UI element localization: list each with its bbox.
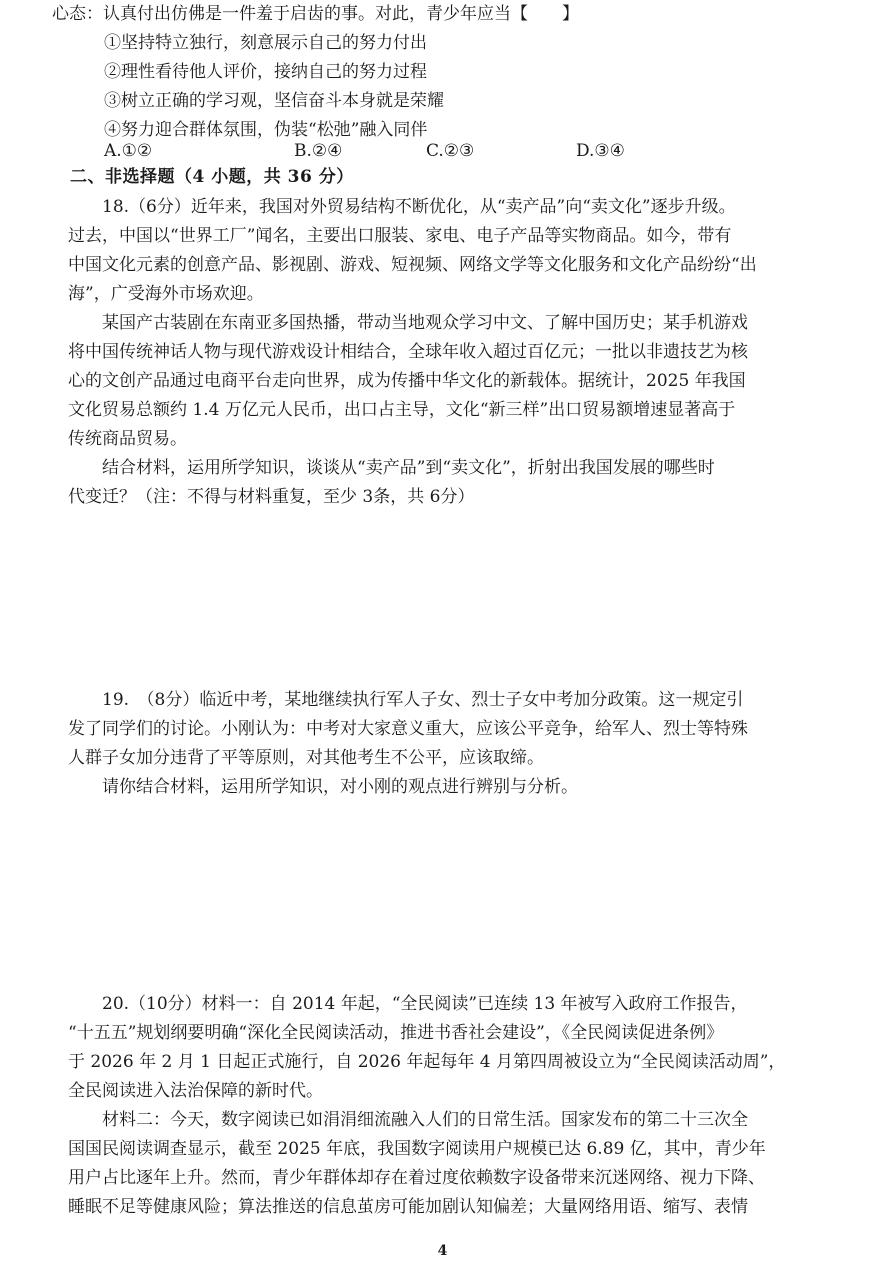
q20-line: 用户占比逐年上升。然而，青少年群体却存在着过度依赖数字设备带来沉迷网络、视力下降、 (68, 1168, 765, 1188)
q19-line: 人群子女加分违背了平等原则，对其他考生不公平，应该取缔。 (68, 748, 544, 768)
q18-line: 文化贸易总额约 1.4 万亿元人民币，出口占主导，文化“新三样”出口贸易额增速显著高于 (68, 400, 736, 420)
q18-line: 心的文创产品通过电商平台走向世界，成为传播中华文化的新载体。据统计，2025 年我国 (68, 371, 746, 391)
q20-line: “十五五”规划纲要明确“深化全民阅读活动，推进书香社会建设”，《全民阅读促进条例》 (68, 1023, 724, 1043)
q17-option-1: ①坚持特立独行，刻意展示自己的努力付出 (104, 33, 427, 53)
q20-line: 全民阅读进入法治保障的新时代。 (68, 1081, 323, 1101)
q17-option-2: ②理性看待他人评价，接纳自己的努力过程 (104, 62, 427, 82)
q18-line: 传统商品贸易。 (68, 429, 187, 449)
q20-line: 材料二：今天，数字阅读已如涓涓细流融入人们的日常生活。国家发布的第二十三次全 (102, 1110, 748, 1130)
q17-choices (104, 137, 664, 166)
q18-block (68, 193, 820, 512)
q19-line: 发了同学们的讨论。小刚认为：中考对大家意义重大，应该公平竞争，给军人、烈士等特殊 (68, 719, 748, 739)
q18-line: 某国产古装剧在东南亚多国热播，带动当地观众学习中文、了解中国历史；某手机游戏 (102, 313, 748, 333)
q17-choice-b: B.②④ (294, 141, 343, 161)
q19-line: 19. （8分）临近中考，某地继续执行军人子女、烈士子女中考加分政策。这一规定引 (102, 690, 744, 710)
q20-block (68, 990, 820, 1222)
q18-line: 海”，广受海外市场欢迎。 (68, 284, 264, 304)
q17-option-4: ④努力迎合群体氛围，伪装“松弛”融入同伴 (104, 120, 428, 140)
q19-block (68, 686, 820, 802)
q18-line: 18.（6分）近年来，我国对外贸易结构不断优化，从“卖产品”向“卖文化”逐步升级。 (102, 197, 736, 217)
q20-line: 睡眠不足等健康风险；算法推送的信息茧房可能加剧认知偏差；大量网络用语、缩写、表情 (68, 1197, 748, 1217)
q18-line: 中国文化元素的创意产品、影视剧、游戏、短视频、网络文学等文化服务和文化产品纷纷“出 (68, 255, 757, 275)
q18-line: 过去，中国以“世界工厂”闻名，主要出口服装、家电、电子产品等实物商品。如今，带有 (68, 226, 732, 246)
section-heading: 二、非选择题（4 小题，共 36 分） (70, 167, 354, 187)
q19-question-line: 请你结合材料，运用所学知识，对小刚的观点进行辨别与分析。 (102, 777, 578, 797)
q20-line: 20.（10分）材料一：自 2014 年起，“全民阅读”已连续 13 年被写入政府工作报告， (102, 994, 748, 1014)
q18-question-line: 代变迁？（注：不得与材料重复，至少 3条，共 6分） (68, 487, 475, 507)
q20-line: 于 2026 年 2 月 1 日起正式施行，自 2026 年起每年 4 月第四周被设立为“全民阅读活动周”， (68, 1052, 786, 1072)
q18-line: 将中国传统神话人物与现代游戏设计相结合，全球年收入超过百亿元；一批以非遗技艺为核 (68, 342, 748, 362)
q17-stem-tail: 心态：认真付出仿佛是一件羞于启齿的事。对此，青少年应当【 】 (52, 4, 579, 24)
q17-option-3: ③树立正确的学习观，坚信奋斗本身就是荣耀 (104, 91, 444, 111)
q18-question-line: 结合材料，运用所学知识，谈谈从“卖产品”到“卖文化”，折射出我国发展的哪些时 (102, 458, 715, 478)
page-number: 4 (437, 1243, 448, 1259)
q17-choice-a: A.①② (104, 141, 153, 161)
q17-choice-c: C.②③ (426, 141, 475, 161)
q17-block (52, 0, 820, 145)
q20-line: 国国民阅读调查显示，截至 2025 年底，我国数字阅读用户规模已达 6.89 亿，其中，青少年 (68, 1139, 766, 1159)
q17-choice-d: D.③④ (576, 141, 625, 161)
